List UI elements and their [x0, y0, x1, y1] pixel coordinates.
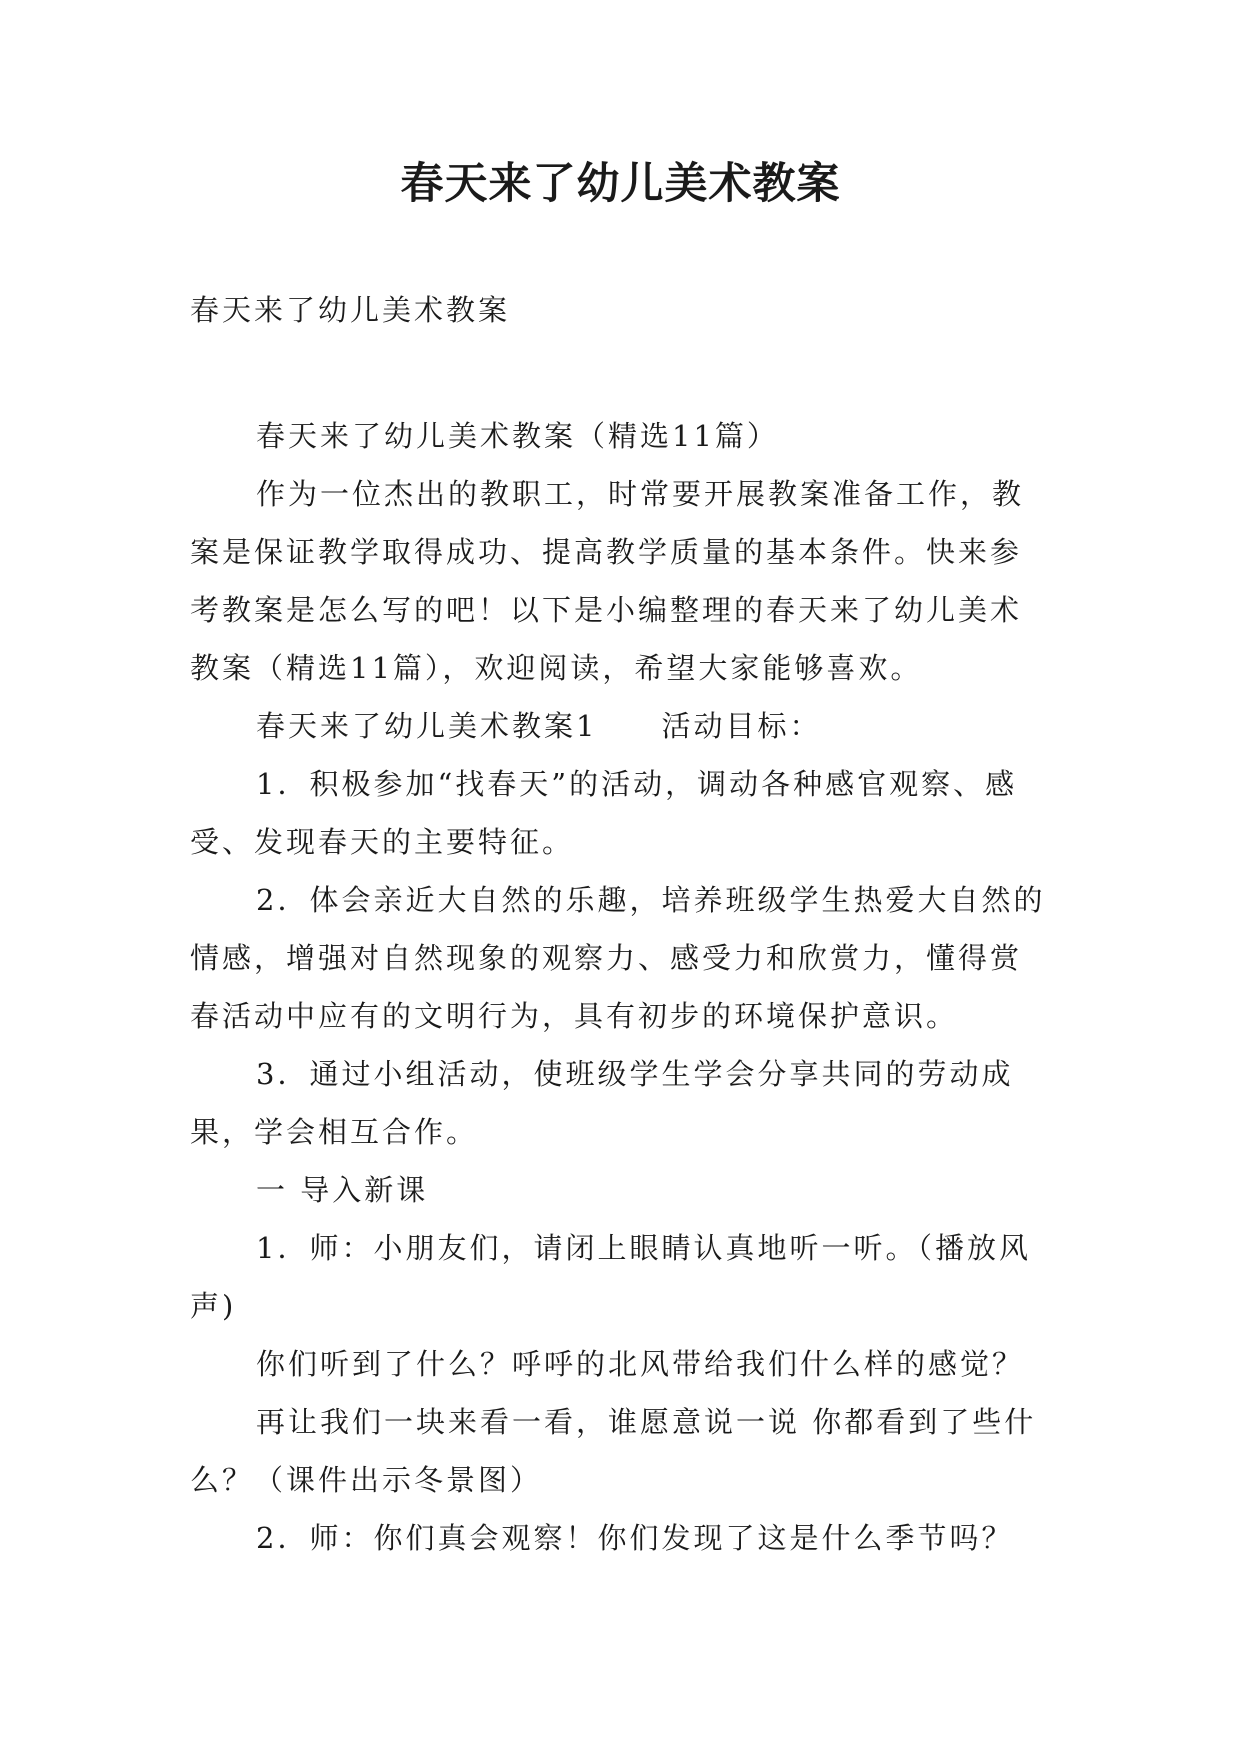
paragraph: 作为一位杰出的教职工，时常要开展教案准备工作，教案是保证教学取得成功、提高教学质量的基本条件。快来参考教案是怎么写的吧！以下是小编整理的春天来了幼儿美术教案（精选11篇），欢迎阅读，希望大家能够喜欢。 — [190, 477, 1025, 685]
paragraph: 2．师：你们真会观察！你们发现了这是什么季节吗？ — [256, 1521, 1014, 1555]
paragraph: 1．师：小朋友们，请闭上眼睛认真地听一听。（播放风声) — [190, 1231, 1031, 1323]
paragraph: 春天来了幼儿美术教案1 活动目标： — [256, 709, 822, 743]
paragraph: 再让我们一块来看一看，谁愿意说一说 你都看到了些什么？（课件出示冬景图） — [190, 1405, 1037, 1497]
paragraph: 春天来了幼儿美术教案（精选11篇） — [256, 419, 779, 453]
paragraph: 1．积极参加“找春天”的活动，调动各种感官观察、感受、发现春天的主要特征。 — [190, 767, 1018, 859]
paragraph: 2．体会亲近大自然的乐趣，培养班级学生热爱大自然的情感，增强对自然现象的观察力、感受力和欣赏力，懂得赏春活动中应有的文明行为，具有初步的环境保护意识。 — [190, 883, 1046, 1033]
section-heading: 一 导入新课 — [256, 1173, 429, 1207]
document-subtitle: 春天来了幼儿美术教案 — [190, 293, 511, 327]
document-title: 春天来了幼儿美术教案 — [400, 159, 841, 209]
paragraph: 你们听到了什么？呼呼的北风带给我们什么样的感觉？ — [256, 1347, 1025, 1381]
document-body — [190, 407, 1050, 1567]
paragraph: 3．通过小组活动，使班级学生学会分享共同的劳动成果，学会相互合作。 — [190, 1057, 1014, 1149]
